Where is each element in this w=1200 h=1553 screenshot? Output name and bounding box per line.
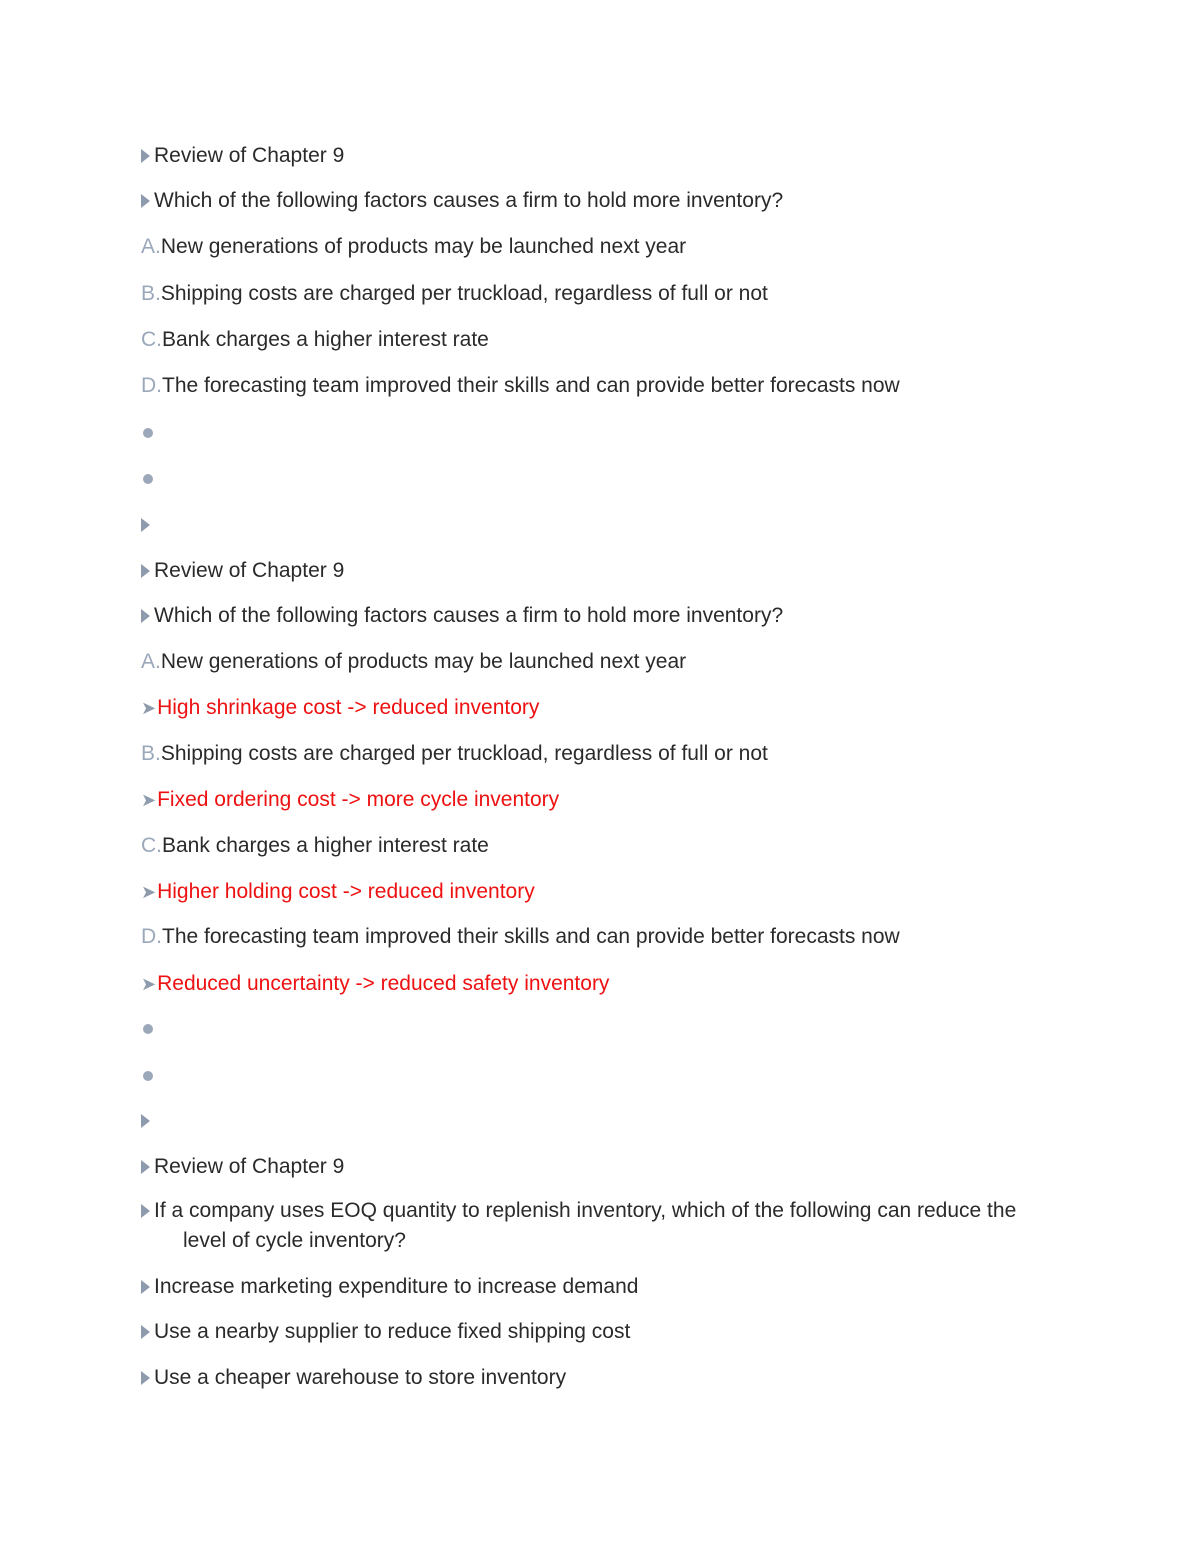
arrowhead-bullet-icon: ➤ (141, 882, 157, 902)
slide2-answer-c (141, 878, 535, 906)
option-letter: D. (141, 374, 162, 397)
triangle-bullet-icon (141, 564, 150, 578)
slide1-heading-row (141, 142, 344, 170)
slide2-answer-a (141, 694, 539, 722)
slide3-question-line2: level of cycle inventory? (183, 1229, 406, 1252)
triangle-bullet-icon (141, 609, 150, 623)
triangle-bullet-icon (141, 1325, 150, 1339)
slide2-heading: Review of Chapter 9 (154, 559, 345, 582)
triangle-bullet-icon (141, 149, 150, 163)
option-letter: C. (141, 328, 162, 351)
empty-bullet-row (141, 1015, 153, 1043)
empty-bullet-row (141, 465, 153, 493)
triangle-bullet-icon (141, 1204, 150, 1218)
slide3-option-1 (141, 1273, 638, 1301)
option-text: New generations of products may be launched next year (160, 235, 687, 258)
slide2-heading-row (141, 557, 344, 585)
option-text: Use a cheaper warehouse to store inventory (154, 1366, 567, 1389)
option-letter: B. (141, 282, 161, 305)
slide2-option-c (141, 832, 489, 860)
arrowhead-bullet-icon: ➤ (141, 974, 157, 994)
triangle-bullet-icon (141, 1280, 150, 1294)
slide2-option-a (141, 648, 686, 676)
option-text: Increase marketing expenditure to increase demand (154, 1275, 639, 1298)
answer-text: Fixed ordering cost -> more cycle inventory (157, 788, 560, 811)
empty-bullet-row (141, 1107, 154, 1135)
dot-bullet-icon (143, 1071, 153, 1081)
slide2-question: Which of the following factors causes a firm to hold more inventory? (154, 604, 784, 627)
slide1-option-a (141, 233, 686, 261)
triangle-bullet-icon (141, 1371, 150, 1385)
slide1-question-row (141, 187, 783, 215)
option-text: Shipping costs are charged per truckload, regardless of full or not (160, 742, 768, 765)
option-letter: A. (141, 235, 161, 258)
option-letter: A. (141, 650, 161, 673)
option-letter: C. (141, 834, 162, 857)
empty-bullet-row (141, 1062, 153, 1090)
triangle-bullet-icon (141, 1114, 150, 1128)
answer-text: Reduced uncertainty -> reduced safety inventory (157, 972, 610, 995)
slide2-question-row (141, 602, 783, 630)
option-text: Bank charges a higher interest rate (162, 834, 489, 857)
option-text: Use a nearby supplier to reduce fixed shipping cost (154, 1320, 631, 1343)
slide1-option-d (141, 372, 900, 400)
slide2-answer-b (141, 786, 559, 814)
option-letter: B. (141, 742, 161, 765)
option-text: Bank charges a higher interest rate (162, 328, 489, 351)
answer-text: Higher holding cost -> reduced inventory (157, 880, 535, 903)
slide3-heading: Review of Chapter 9 (154, 1155, 345, 1178)
slide3-option-3 (141, 1364, 566, 1392)
slide1-heading: Review of Chapter 9 (154, 144, 345, 167)
slide3-option-2 (141, 1318, 630, 1346)
empty-bullet-row (141, 511, 154, 539)
triangle-bullet-icon (141, 194, 150, 208)
slide3-question-row (141, 1197, 1016, 1225)
slide3-question-line1: If a company uses EOQ quantity to replenish inventory, which of the following can reduce the (154, 1199, 1017, 1222)
dot-bullet-icon (143, 474, 153, 484)
dot-bullet-icon (143, 1024, 153, 1034)
slide2-option-b (141, 740, 768, 768)
triangle-bullet-icon (141, 518, 150, 532)
answer-text: High shrinkage cost -> reduced inventory (157, 696, 540, 719)
slide1-option-b (141, 280, 768, 308)
slide1-question: Which of the following factors causes a firm to hold more inventory? (154, 189, 784, 212)
triangle-bullet-icon (141, 1160, 150, 1174)
arrowhead-bullet-icon: ➤ (141, 790, 157, 810)
empty-bullet-row (141, 419, 153, 447)
slide2-option-d (141, 923, 900, 951)
slide1-option-c (141, 326, 489, 354)
slide3-heading-row (141, 1153, 344, 1181)
slide2-answer-d (141, 970, 609, 998)
option-text: New generations of products may be launched next year (160, 650, 687, 673)
option-text: Shipping costs are charged per truckload, regardless of full or not (160, 282, 768, 305)
option-text: The forecasting team improved their skills and can provide better forecasts now (162, 925, 900, 948)
arrowhead-bullet-icon: ➤ (141, 698, 157, 718)
option-text: The forecasting team improved their skills and can provide better forecasts now (162, 374, 900, 397)
dot-bullet-icon (143, 428, 153, 438)
option-letter: D. (141, 925, 162, 948)
